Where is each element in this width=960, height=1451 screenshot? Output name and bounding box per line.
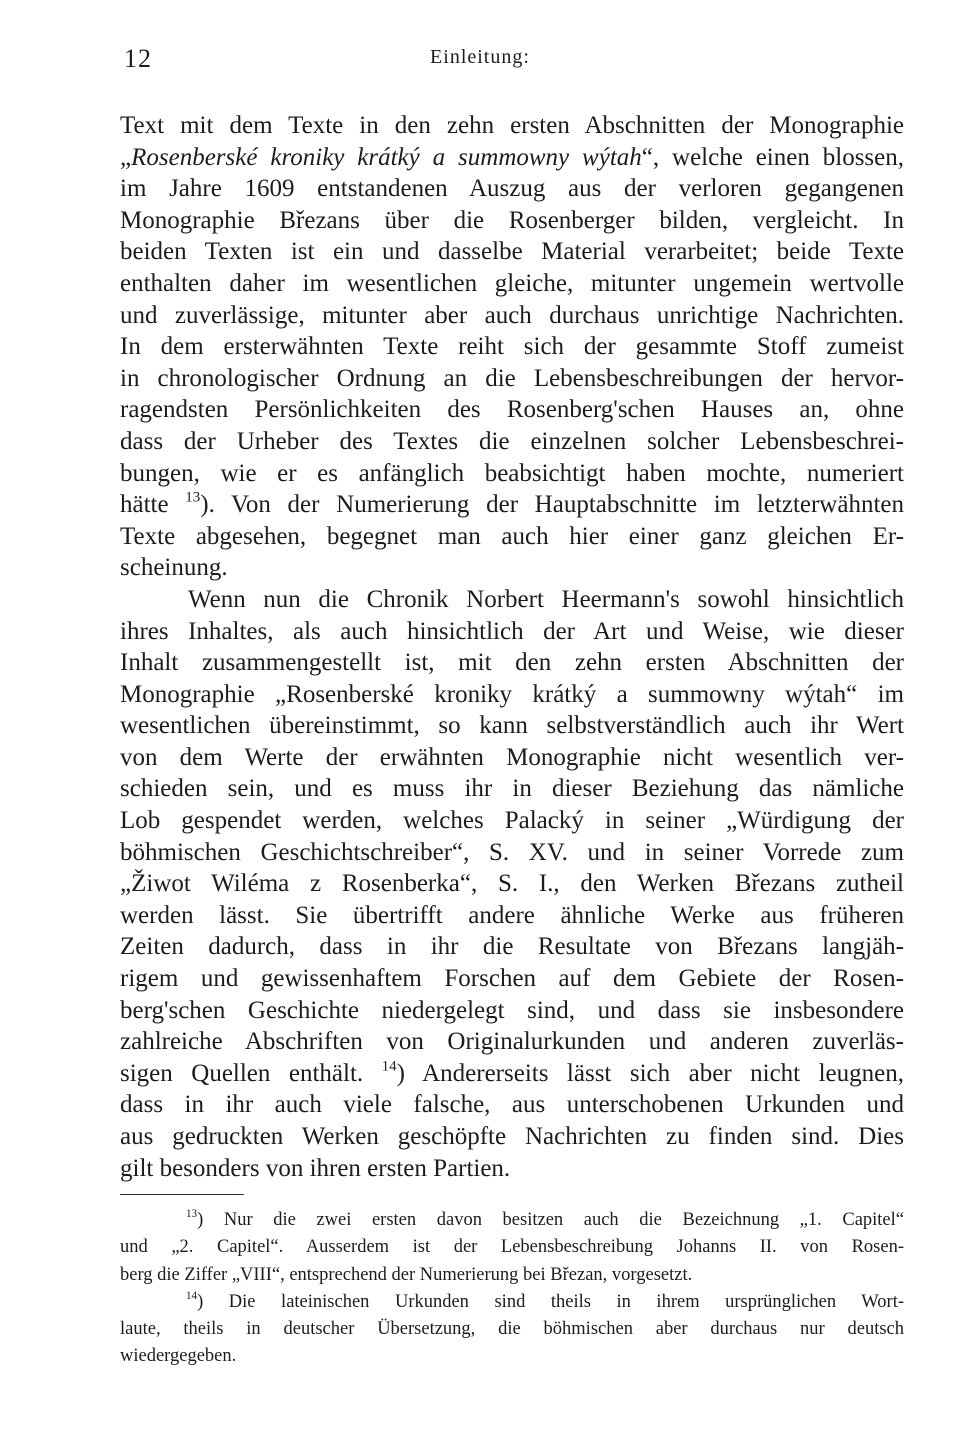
footnote-line: wiedergegeben.	[120, 1346, 237, 1367]
text-line: rigem und gewissenhaftem Forschen auf dem Gebiete der Rosen-	[120, 965, 904, 993]
italic-title: Rosenberské kroniky krátký a summowny wýtah	[131, 143, 642, 171]
text-line: Text mit dem Texte in den zehn ersten Abschnitten der Monographie	[120, 112, 904, 139]
text-line: von dem Werte der erwähnten Monographie nicht wesentlich ver-	[120, 743, 904, 771]
text-line: ragendsten Persönlichkeiten des Rosenberg'schen Hauses an, ohne	[120, 396, 904, 424]
body-text	[120, 110, 904, 1184]
text-fragment: sigen Quellen enthält.	[120, 1059, 364, 1087]
footnote-ref-14[interactable]: 14	[381, 1058, 397, 1075]
footnote-text: ) Die lateinischen Urkunden sind theils in ihrem ursprünglichen Wort-	[197, 1291, 904, 1312]
page-number: 12	[124, 44, 152, 73]
running-title: Einleitung:	[430, 46, 530, 68]
text-line: In dem ersterwähnten Texte reiht sich der gesammte Stoff zumeist	[120, 333, 904, 361]
text-line: Lob gespendet werden, welches Palacký in seiner „Würdigung der	[120, 807, 904, 835]
text-line: wesentlichen übereinstimmt, so kann selbstverständlich auch ihr Wert	[120, 712, 904, 740]
footnote-text: ) Nur die zwei ersten davon besitzen auch die Bezeichnung „1. Capitel“	[197, 1210, 904, 1230]
text-line: ihres Inhaltes, als auch hinsichtlich der Art und Weise, wie dieser	[120, 617, 904, 645]
text-fragment: ) Andererseits lässt sich aber nicht leugnen,	[396, 1059, 904, 1087]
footnote-divider	[120, 1194, 244, 1195]
text-fragment: hätte	[120, 491, 169, 519]
text-fragment: “, welche einen blossen,	[641, 143, 904, 171]
text-line: berg'schen Geschichte niedergelegt sind, und dass sie insbesondere	[120, 996, 904, 1024]
open-quote: „	[120, 143, 132, 171]
text-line: dass der Urheber des Textes die einzelnen solcher Lebensbeschrei-	[120, 427, 904, 455]
footnotes	[120, 1207, 904, 1371]
text-line: Inhalt zusammengestellt ist, mit den zehn ersten Abschnitten der	[120, 649, 904, 677]
text-line: aus gedruckten Werken geschöpfte Nachrichten zu finden sind. Dies	[120, 1123, 904, 1150]
footnote-line: berg die Ziffer „VIII“, entsprechend der Numerierung bei Březan, vorgesetzt.	[120, 1264, 693, 1285]
text-line: Zeiten dadurch, dass in ihr die Resultate von Březans langjäh-	[120, 933, 904, 961]
footnote-mark: 13	[186, 1208, 198, 1221]
text-fragment: ). Von der Numerierung der Hauptabschnitte im letzterwähnten	[200, 491, 905, 519]
text-line: dass in ihr auch viele falsche, aus unterschobenen Urkunden und	[120, 1091, 904, 1119]
text-line: gilt besonders von ihren ersten Partien.	[120, 1154, 511, 1182]
text-line: Monographie Březans über die Rosenberger bilden, vergleicht. In	[120, 206, 904, 234]
text-line: Monographie „Rosenberské kroniky krátký a summowny wýtah“ im	[120, 680, 904, 708]
footnote-14	[120, 1289, 904, 1316]
text-line: in chronologischer Ordnung an die Lebensbeschreibungen der hervor-	[120, 364, 904, 392]
text-line: Texte abgesehen, begegnet man auch hier einer ganz gleichen Er-	[120, 522, 904, 550]
text-line: Wenn nun die Chronik Norbert Heermann's sowohl hinsichtlich	[188, 585, 904, 613]
text-line	[120, 1058, 904, 1090]
text-line: scheinung.	[120, 554, 228, 582]
footnote-ref-13[interactable]: 13	[185, 489, 201, 506]
text-line: zahlreiche Abschriften von Originalurkunden und anderen zuverläs-	[120, 1028, 904, 1056]
text-line: bungen, wie er es anfänglich beabsichtigt haben mochte, numeriert	[120, 459, 904, 487]
text-line: beiden Texten ist ein und dasselbe Material verarbeitet; beide Texte	[120, 238, 904, 266]
text-line: schieden sein, und es muss ihr in dieser Beziehung das nämliche	[120, 775, 904, 803]
text-line	[120, 489, 904, 521]
text-line: und zuverlässige, mitunter aber auch durchaus unrichtige Nachrichten.	[120, 301, 904, 329]
footnote-mark: 14	[186, 1290, 198, 1303]
footnote-line: laute, theils in deutscher Übersetzung, die böhmischen aber durchaus nur deutsch	[120, 1319, 904, 1340]
footnote-13	[120, 1207, 904, 1234]
footnote-line: und „2. Capitel“. Ausserdem ist der Lebensbeschreibung Johanns II. von Rosen-	[120, 1237, 904, 1258]
text-line: „Žiwot Wiléma z Rosenberka“, S. I., den Werken Březans zutheil	[120, 870, 904, 898]
text-line: werden lässt. Sie übertrifft andere ähnliche Werke aus früheren	[120, 901, 904, 929]
text-line: im Jahre 1609 entstandenen Auszug aus der verloren gegangenen	[120, 175, 904, 203]
text-line: enthalten daher im wesentlichen gleiche, mitunter ungemein wertvolle	[120, 269, 904, 297]
text-line: böhmischen Geschichtschreiber“, S. XV. und in seiner Vorrede zum	[120, 838, 904, 866]
text-line	[120, 142, 904, 174]
